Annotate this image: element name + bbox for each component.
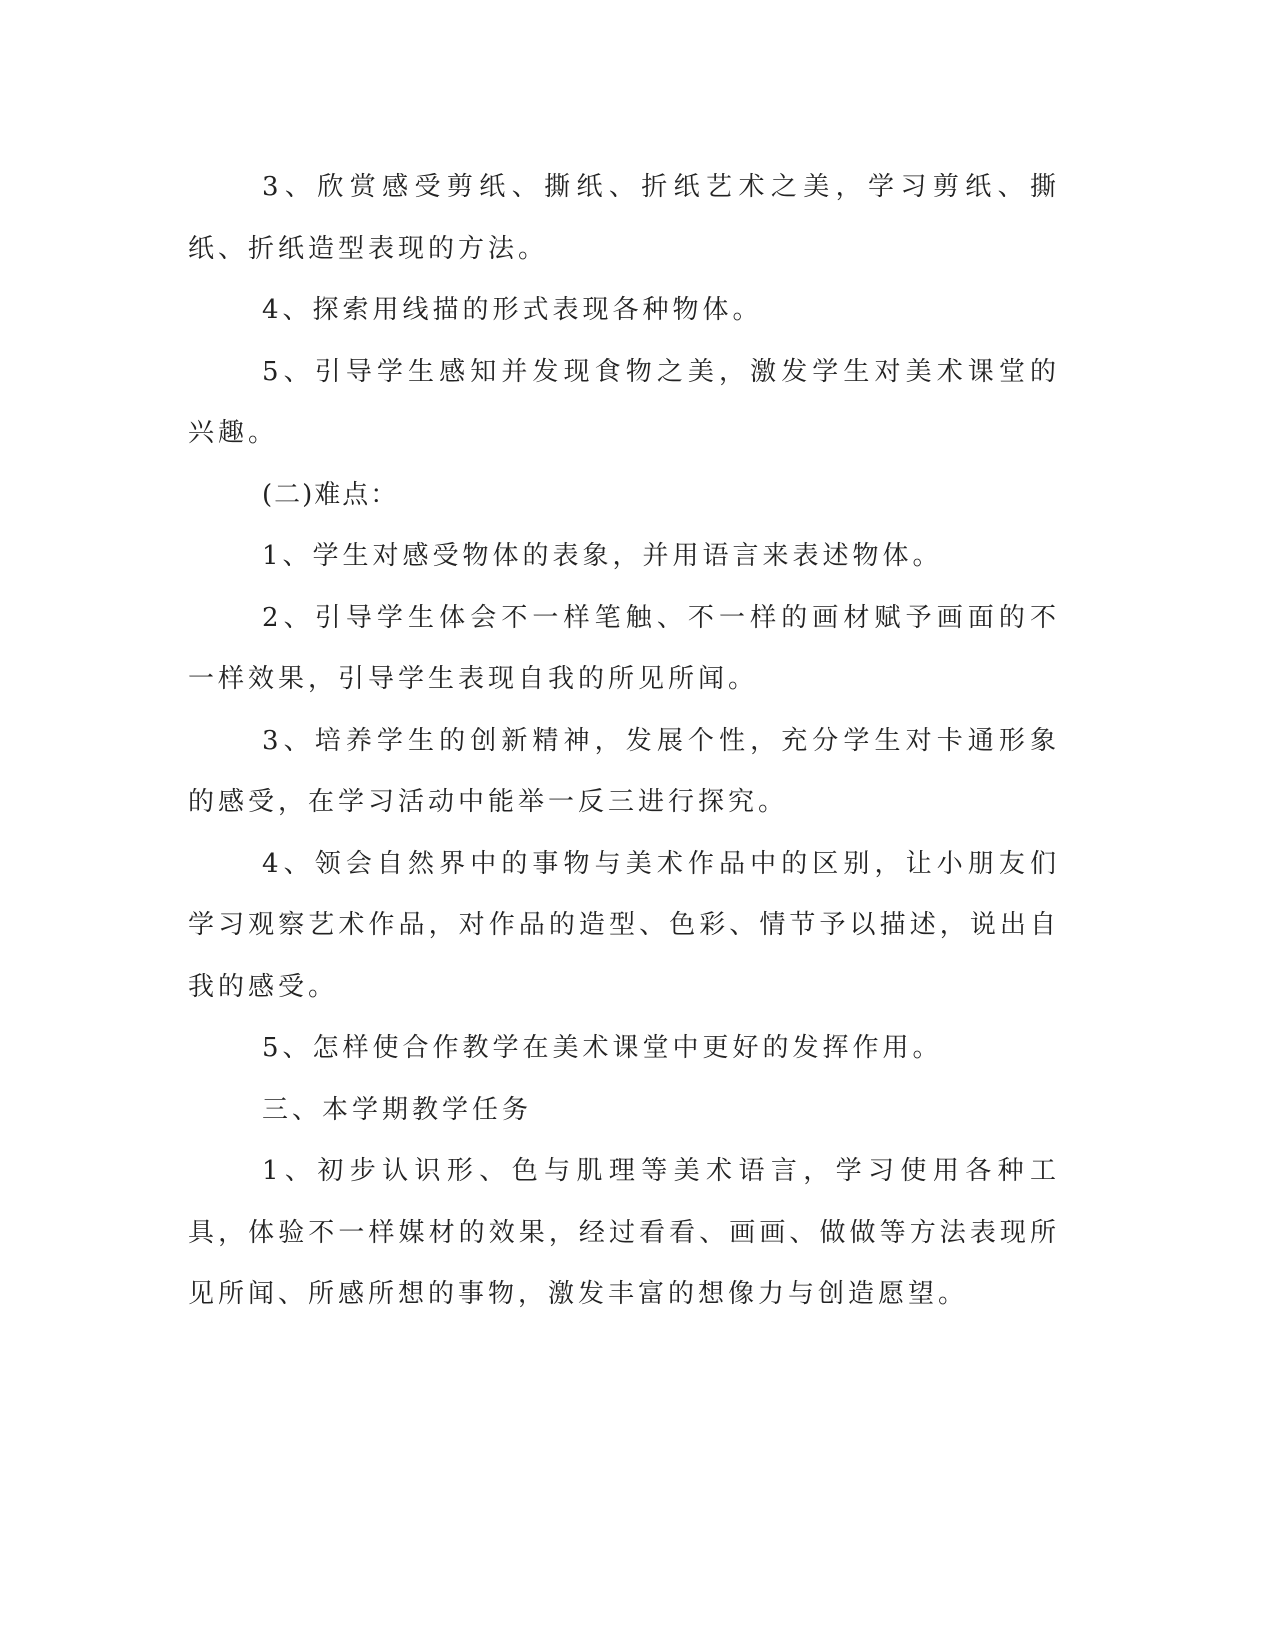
paragraph-task-1: 1、初步认识形、色与肌理等美术语言，学习使用各种工具，体验不一样媒材的效果，经过看看、画画、做做等方法表现所见所闻、所感所想的事物，激发丰富的想像力与创造愿望。 xyxy=(188,1156,1060,1309)
paragraph-difficulty-3: 3、培养学生的创新精神，发展个性，充分学生对卡通形象的感受，在学习活动中能举一反三进行探究。 xyxy=(188,725,1060,817)
paragraph-difficulty-4: 4、领会自然界中的事物与美术作品中的区别，让小朋友们学习观察艺术作品，对作品的造型、色彩、情节予以描述，说出自我的感受。 xyxy=(188,848,1060,1002)
paragraph-difficulty-5: 5、怎样使合作教学在美术课堂中更好的发挥作用。 xyxy=(262,1033,943,1063)
section-heading-tasks: 三、本学期教学任务 xyxy=(262,1094,533,1125)
paragraph-goal-5: 5、引导学生感知并发现食物之美，激发学生对美术课堂的兴趣。 xyxy=(188,356,1060,448)
paragraph-goal-4: 4、探索用线描的形式表现各种物体。 xyxy=(262,295,763,325)
document-body xyxy=(188,157,1060,1326)
paragraph-goal-3: 3、欣赏感受剪纸、撕纸、折纸艺术之美，学习剪纸、撕纸、折纸造型表现的方法。 xyxy=(188,172,1060,264)
section-heading-difficulties: (二)难点： xyxy=(262,479,399,510)
paragraph-difficulty-1: 1、学生对感受物体的表象，并用语言来表述物体。 xyxy=(262,541,943,571)
paragraph-difficulty-2: 2、引导学生体会不一样笔触、不一样的画材赋予画面的不一样效果，引导学生表现自我的所见所闻。 xyxy=(188,602,1060,694)
